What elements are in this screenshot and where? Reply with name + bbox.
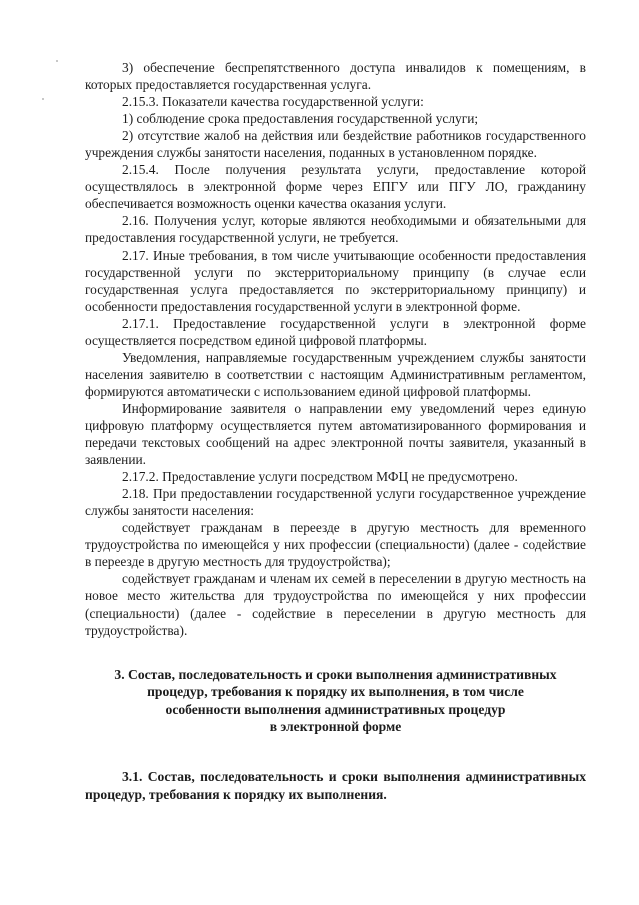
paragraph-2-15-3: 2.15.3. Показатели качества государственной услуги: [122, 94, 424, 110]
section-3-heading [85, 666, 586, 736]
paragraph-2-17-1: 2.17.1. Предоставление государственной услуги в электронной форме осуществляется посредством единой цифровой платформы. [85, 315, 586, 348]
section-heading-line: особенности выполнения административных процедур [165, 701, 506, 717]
paragraph-relocation-temporary: содействует гражданам в переезде в другую местность для временного трудоустройства по имеющейся у них профессии (специальности) (далее - содействие в переезде в другую местность для трудоустройства); [85, 520, 586, 570]
paragraph-2-15-4: 2.15.4. После получения результата услуги, предоставление которой осуществлялось в электронной форме через ЕПГУ или ПГУ ЛО, гражданину обеспечивается возможность оценки качества оказания услуги. [85, 162, 586, 212]
paragraph-2-16: 2.16. Получения услуг, которые являются необходимыми и обязательными для предоставления государственной услуги, не требуется. [85, 213, 586, 246]
section-heading-line: процедур, требования к порядку их выполнения, в том числе [147, 684, 524, 700]
paragraph-notifications: Уведомления, направляемые государственным учреждением службы занятости населения заявителю в соответствии с настоящим Административным регламентом, формируются автоматически с использованием единой цифровой платформы. [85, 349, 586, 399]
paragraph-accessibility: 3) обеспечение беспрепятственного доступа инвалидов к помещениям, в которых предоставляется государственная услуга. [85, 60, 586, 93]
scan-speck [56, 60, 58, 62]
paragraph-2-17: 2.17. Иные требования, в том числе учитывающие особенности предоставления государственной услуги по экстерриториальному принципу (в случае если государственная услуга предоставляется по экстерриториальному принципу) и особенности предоставления государственной услуги в электронной форме. [85, 247, 586, 314]
subsection-3-1-heading: 3.1. Состав, последовательность и сроки выполнения административных процедур, требования к порядку их выполнения. [85, 768, 586, 802]
paragraph-informing: Информирование заявителя о направлении ему уведомлений через единую цифровую платформу осуществляется путем автоматизированного формирования и передачи текстовых сообщений на адрес электронной почты заявителя, указанный в заявлении. [85, 400, 586, 468]
section-heading-line: в электронной форме [269, 719, 402, 735]
paragraph-relocation-family: содействует гражданам и членам их семей в переселении в другую местность на новое место жительства для трудоустройства по имеющейся у них профессии (специальности) (далее - содействие в переселении в другую местность для трудоустройства). [85, 571, 586, 638]
section-heading-line: 3. Состав, последовательность и сроки выполнения административных [114, 666, 557, 682]
paragraph-2-18: 2.18. При предоставлении государственной услуги государственное учреждение службы занятости населения: [85, 486, 586, 519]
paragraph-quality-1: 1) соблюдение срока предоставления государственной услуги; [122, 111, 479, 127]
paragraph-quality-2: 2) отсутствие жалоб на действия или бездействие работников государственного учреждения службы занятости населения, поданных в установленном порядке. [85, 128, 586, 161]
scan-speck [42, 98, 44, 100]
paragraph-2-17-2: 2.17.2. Предоставление услуги посредством МФЦ не предусмотрено. [122, 469, 518, 485]
